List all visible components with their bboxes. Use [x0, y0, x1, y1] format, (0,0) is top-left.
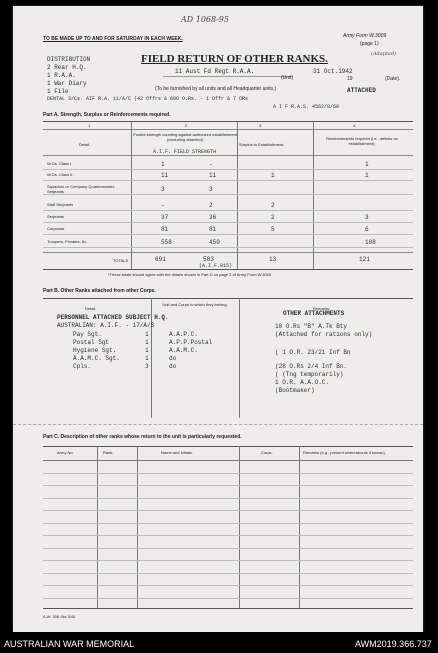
row-rule [43, 247, 413, 248]
furnish-instruction: (To be furnished by all units and all Headquarter units.) [155, 86, 277, 92]
blank-row-rule [43, 473, 413, 474]
header-posted: Posted strength counting against authorized establishment (excluding attached) [133, 132, 237, 142]
remark-line: (28 O.Rs 2/4 Inf Bn. [275, 363, 348, 370]
blank-row-rule [43, 560, 413, 561]
detail-line-2: A I F R.A.S. 4562/8/60 [273, 104, 340, 110]
totals-reinforcements: 121 [359, 256, 370, 263]
unit-underline [163, 76, 293, 77]
part-b-typed-subheading: AUSTRALIAN: A.I.F. - 17/A/S [57, 322, 155, 329]
totals-label: TOTALS [113, 258, 129, 263]
remark-line: 1 O.R. A.A.O.C. [275, 379, 330, 386]
top-instruction: TO BE MADE UP TO AND FOR SATURDAY IN EACH WEEK. [43, 36, 183, 42]
distribution-label: DISTRIBUTION [47, 56, 91, 63]
col-divider [299, 446, 300, 608]
row-reinforcements: 6 [365, 226, 369, 233]
row-posted-b: 450 [209, 239, 220, 246]
part-b-header-unit: Unit and Corps to which they belong. [162, 302, 228, 307]
header-detail: Detail. [79, 142, 91, 147]
part-c-header: Remarks (e.g., present whereabouts if known). [303, 450, 386, 455]
footer-accession: AWM2019.366.737 [355, 639, 432, 649]
row-posted-b: 2 [209, 202, 213, 209]
col-divider [239, 298, 240, 418]
adapted-note: (Adapted) [371, 51, 397, 57]
part-c-header: Army No. [57, 450, 74, 455]
row-surplus: 1 [271, 172, 275, 179]
distribution-item: 1 R.A.A. [47, 72, 76, 79]
col-number: 2 [185, 123, 188, 128]
attached-detail: Cpls. [73, 363, 92, 370]
totals-footnote: *These totals should agree with the details shown in Part D on page 2 of Army Form W.3009. [108, 272, 273, 277]
fold-line [13, 424, 423, 425]
print-code: A.W. 306 Std 3/40 [43, 614, 76, 619]
handwritten-reference: AD 1068-95 [181, 15, 229, 24]
attached-count: 1 [145, 355, 149, 362]
row-detail: W.Os. Class II. [47, 172, 74, 177]
unit-value: 11 Aust Fd Regt R.A.A. [175, 68, 255, 75]
row-posted-a: 558 [161, 239, 172, 246]
attached-detail: Postal Sgt [73, 339, 110, 346]
row-detail: Troopers, Privates, &c. [47, 239, 88, 244]
part-a-title: Part A. Strength, Surplus or Reinforcements required. [43, 112, 171, 118]
attached-corps: do [169, 363, 177, 370]
form-number: Army Form W.3009 [343, 33, 387, 39]
row-detail: Staff Serjeants [47, 202, 74, 207]
blank-row-rule [43, 573, 413, 574]
part-b-typed-heading: PERSONNEL ATTACHED SUBJECT H.Q. [57, 314, 169, 321]
form-title: FIELD RETURN OF OTHER RANKS. [141, 53, 328, 65]
row-rule [43, 169, 413, 170]
col-number: 3 [259, 123, 262, 128]
part-c-title: Part C. Description of other ranks whose return to the unit is particularly requested. [43, 434, 242, 440]
attached-detail: Pay Sgt. [73, 331, 102, 338]
remark-line: ( (Tng temporarily) [275, 371, 344, 378]
part-c-header: Rank. [103, 450, 114, 455]
part-c-bottom-rule [43, 608, 413, 609]
unit-label: (Unit) [281, 75, 294, 81]
row-posted-a: 3 [161, 186, 165, 193]
row-rule [43, 234, 413, 235]
archive-footer [0, 632, 438, 653]
posted-subheader: A.I.F. FIELD STRENGTH [153, 149, 217, 155]
part-c-header: Name and Initials. [161, 450, 194, 455]
attached-count: 1 [145, 347, 149, 354]
part-b-header-remarks: Remarks. [313, 306, 331, 311]
part-a-bottom-rule [43, 269, 413, 270]
distribution-item: 1 War Diary [47, 80, 87, 87]
attached-detail: A.A.M.C. Sgt. [73, 355, 120, 362]
row-reinforcements: 108 [365, 239, 376, 246]
part-c-top-rule [43, 446, 413, 447]
row-reinforcements: 1 [365, 172, 369, 179]
attached-corps: do [169, 355, 177, 362]
detail-line: DENTAL 3/Cs. AIF R.A. 11/A/C (42 Offrs & 690 O.Rs. - 1 Offr & 7 ORs [47, 96, 249, 102]
blank-row-rule [43, 548, 413, 549]
row-detail: Serjeants [47, 214, 64, 219]
row-posted-a: 1 [161, 161, 165, 168]
remark-line: (Attached for rations only) [275, 331, 373, 338]
blank-row-rule [43, 523, 413, 524]
row-posted-a: 81 [161, 226, 169, 233]
col-number: 1 [88, 123, 91, 128]
col-divider [137, 446, 138, 608]
attached-detail: Hygiene Sgt. [73, 347, 117, 354]
row-reinforcements: 3 [365, 214, 369, 221]
attached-corps: A.P.P.Postal [169, 339, 213, 346]
row-posted-a: 37 [161, 214, 169, 221]
row-detail: W.Os. Class I. [47, 161, 73, 166]
attached-corps: A.A.M.C. [169, 347, 198, 354]
row-surplus: 2 [271, 214, 275, 221]
row-posted-b: 11 [209, 172, 217, 179]
part-a-number-rule [43, 129, 413, 130]
row-rule [43, 222, 413, 223]
row-rule [43, 194, 413, 195]
row-posted-b: 3 [209, 186, 213, 193]
attached-corps: A.A.P.C. [169, 331, 198, 338]
row-posted-a: 11 [161, 172, 169, 179]
totals-rule [43, 252, 413, 253]
row-posted-b: 81 [209, 226, 217, 233]
remark-line: ( 1 O.R. 23/21 Inf Bn [275, 349, 351, 356]
row-reinforcements: 1 [365, 161, 369, 168]
attached-count: 1 [145, 331, 149, 338]
totals-posted-a: 691 [155, 256, 166, 263]
part-b-top-rule [43, 298, 413, 299]
blank-row-rule [43, 598, 413, 599]
blank-row-rule [43, 498, 413, 499]
totals-posted-b: 583 [203, 256, 214, 263]
row-posted-b: - [209, 161, 213, 168]
footer-institution: AUSTRALIAN WAR MEMORIAL [4, 639, 135, 649]
header-rule [43, 155, 413, 156]
date-label: (Date). [385, 76, 401, 82]
blank-row-rule [43, 460, 413, 461]
blank-row-rule [43, 510, 413, 511]
document-page [13, 6, 423, 632]
part-b-title: Part B. Other Ranks attached from other Corps. [43, 288, 156, 294]
distribution-item: 2 Rear H.Q. [47, 64, 87, 71]
page-number: (page 1) [360, 41, 379, 47]
totals-surplus: 13 [269, 256, 277, 263]
attached-count: 3 [145, 363, 149, 370]
date-value: 31 Oct.1942 [313, 68, 353, 75]
row-posted-b: 36 [209, 214, 217, 221]
other-attachments-heading: OTHER ATTACHMENTS [283, 310, 345, 317]
remark-line: (Bootmaker) [275, 387, 315, 394]
row-rule [43, 180, 413, 181]
col-number: 4 [353, 123, 356, 128]
row-detail: Corporals [47, 226, 65, 231]
totals-note: (A.I.F.815) [199, 263, 233, 269]
date-year: 19 [347, 76, 353, 82]
header-surplus: Surplus to Establishment. [239, 142, 285, 147]
blank-row-rule [43, 585, 413, 586]
part-a-top-rule [43, 121, 413, 122]
part-b-header-detail: Detail. [85, 306, 97, 311]
distribution-item: 1 File [47, 88, 69, 95]
row-surplus: 2 [271, 202, 275, 209]
remark-line: 18 O.Rs "B" A.Tk Bty [275, 323, 348, 330]
attached-note: ATTACHED [347, 87, 376, 94]
blank-row-rule [43, 535, 413, 536]
attached-count: 1 [145, 339, 149, 346]
row-surplus: 5 [271, 226, 275, 233]
col-divider [239, 446, 240, 608]
col-divider [97, 446, 98, 608]
part-c-header: Corps. [261, 450, 273, 455]
row-rule [43, 210, 413, 211]
blank-row-rule [43, 485, 413, 486]
header-reinforcements: Reinforcements required (i.e., deficits on establishment). [326, 136, 398, 146]
row-posted-a: - [161, 202, 165, 209]
row-detail: Squadron or Company Quartermaster-Serjeants [47, 184, 116, 194]
